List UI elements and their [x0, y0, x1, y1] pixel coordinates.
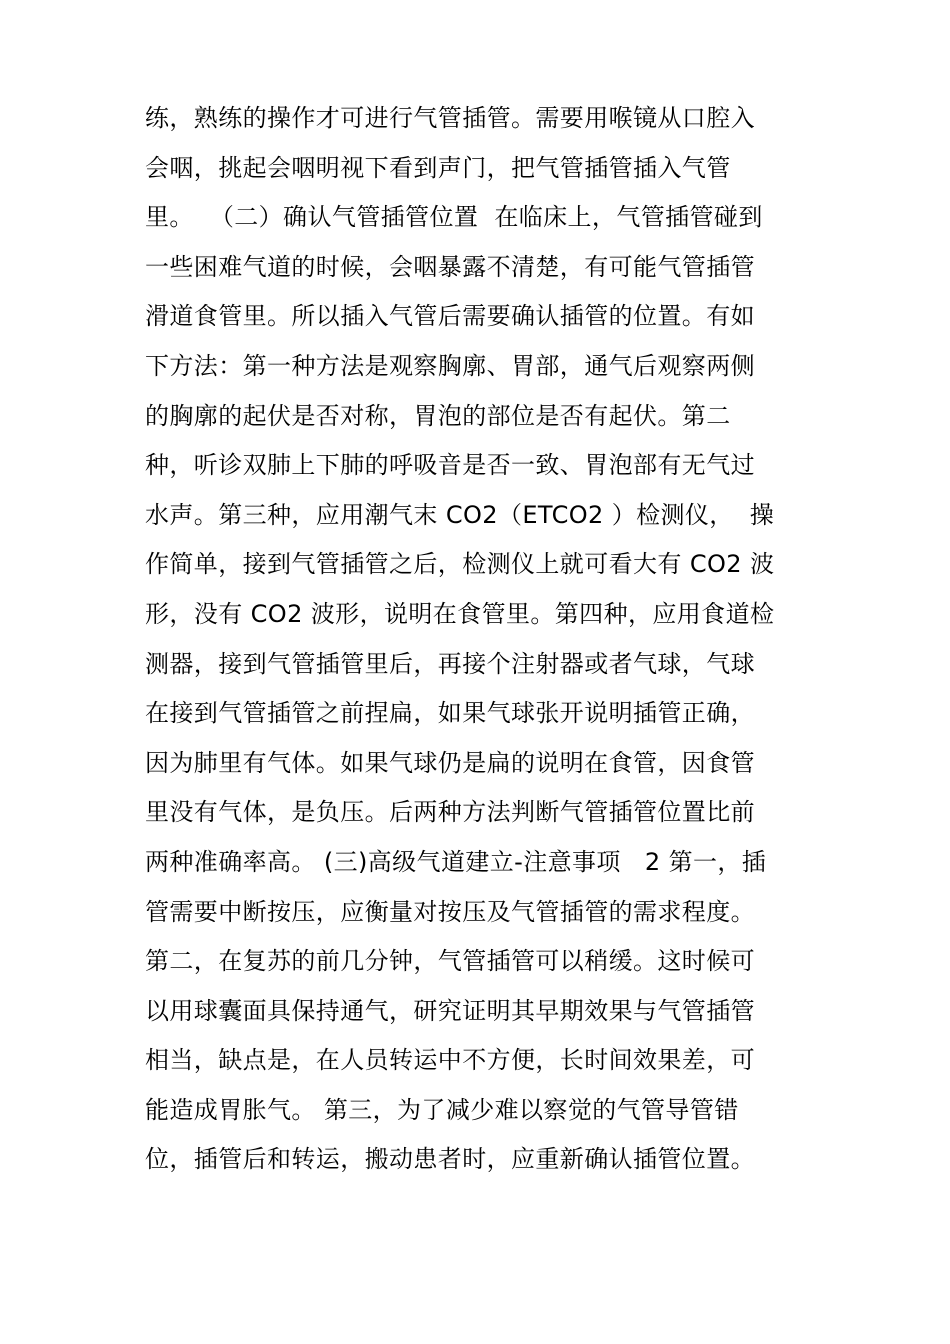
- text-line: 测器，接到气管插管里后，再接个注射器或者气球，气球: [145, 649, 755, 678]
- text-line: 里。 （二）确认气管插管位置 在临床上，气管插管碰到: [145, 203, 763, 232]
- body-text: [145, 94, 825, 1185]
- text-line: 相当，缺点是，在人员转运中不方便，长时间效果差，可: [145, 1046, 755, 1075]
- text-line: 一些困难气道的时候，会咽暴露不清楚，有可能气管插管: [145, 252, 755, 281]
- text-line: 以用球囊面具保持通气，研究证明其早期效果与气管插管: [145, 996, 755, 1025]
- text-line: 因为肺里有气体。如果气球仍是扁的说明在食管，因食管: [145, 748, 755, 777]
- text-line: 种，听诊双肺上下肺的呼吸音是否一致、胃泡部有无气过: [145, 451, 755, 480]
- text-line: 管需要中断按压，应衡量对按压及气管插管的需求程度。: [145, 897, 755, 926]
- text-line: 练，熟练的操作才可进行气管插管。需要用喉镜从口腔入: [145, 104, 755, 132]
- text-line: 位，插管后和转运，搬动患者时，应重新确认插管位置。: [145, 1145, 755, 1174]
- text-line: 作简单，接到气管插管之后，检测仪上就可看大有 CO2 波: [145, 550, 775, 579]
- text-line: 的胸廓的起伏是否对称，胃泡的部位是否有起伏。第二: [145, 401, 731, 430]
- text-line: 会咽，挑起会咽明视下看到声门，把气管插管插入气管: [145, 153, 731, 182]
- text-line: 在接到气管插管之前捏扁，如果气球张开说明插管正确，: [145, 699, 755, 728]
- text-line: 水声。第三种，应用潮气末 CO2（ETCO2 ）检测仪， 操: [145, 500, 775, 529]
- text-line: 两种准确率高。 (三)高级气道建立-注意事项 2 第一，插: [145, 847, 767, 876]
- text-line: 里没有气体，是负压。后两种方法判断气管插管位置比前: [145, 798, 755, 827]
- text-line: 下方法：第一种方法是观察胸廓、胃部，通气后观察两侧: [145, 351, 755, 380]
- text-line: 能造成胃胀气。 第三，为了减少难以察觉的气管导管错: [145, 1095, 739, 1124]
- text-line: 形，没有 CO2 波形，说明在食管里。第四种，应用食道检: [145, 599, 775, 628]
- text-line: 第二，在复苏的前几分钟，气管插管可以稍缓。这时候可: [145, 947, 755, 976]
- text-line: 滑道食管里。所以插入气管后需要确认插管的位置。有如: [145, 302, 755, 331]
